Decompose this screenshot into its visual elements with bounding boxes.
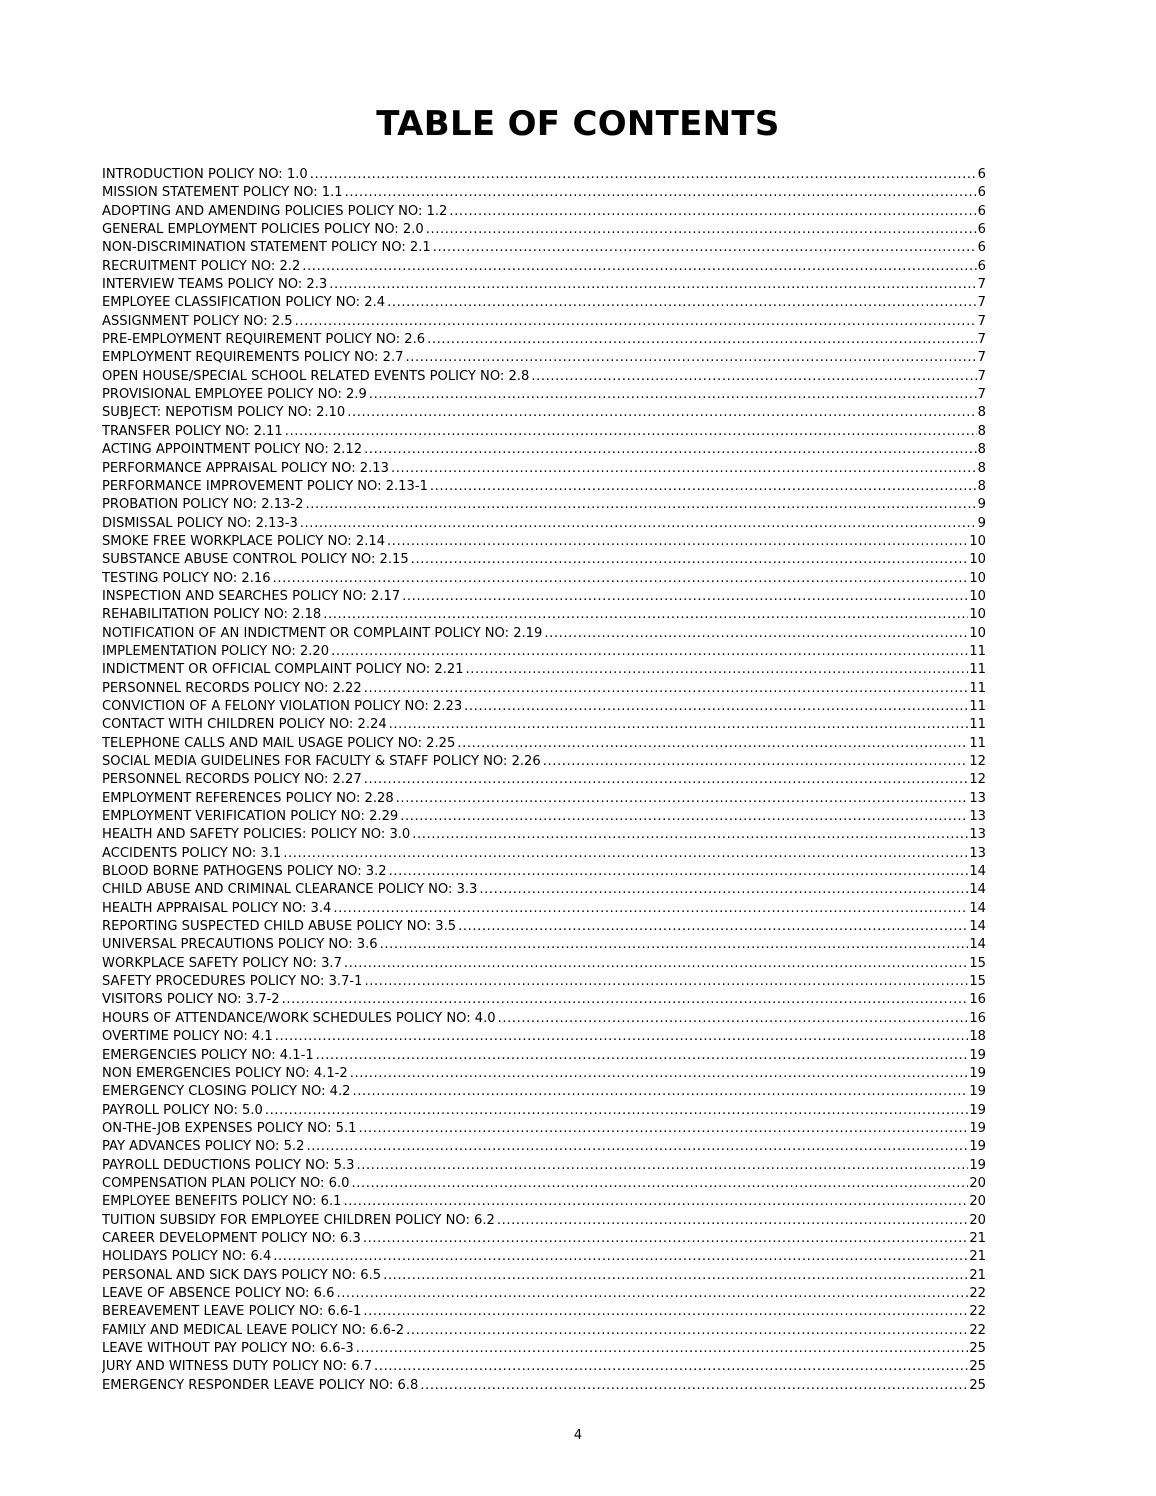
toc-entry-page: 11 xyxy=(969,717,986,733)
toc-entry[interactable] xyxy=(102,331,986,349)
toc-entry-title: EMPLOYMENT VERIFICATION POLICY NO: 2.29 xyxy=(102,809,399,825)
toc-entry-title: EMPLOYMENT REFERENCES POLICY NO: 2.28 xyxy=(102,790,394,806)
toc-entry-title: EMPLOYEE CLASSIFICATION POLICY NO: 2.4 xyxy=(102,295,386,311)
toc-entry-title: GENERAL EMPLOYMENT POLICIES POLICY NO: 2.0 xyxy=(102,222,424,238)
toc-entry[interactable] xyxy=(102,313,986,331)
toc-entry-title: DISMISSAL POLICY NO: 2.13-3 xyxy=(102,515,298,531)
toc-entry-title: PRE-EMPLOYMENT REQUIREMENT POLICY NO: 2.6 xyxy=(102,332,426,348)
toc-entry-page: 21 xyxy=(969,1249,986,1265)
toc-dot-leader xyxy=(345,184,977,202)
toc-dot-leader xyxy=(310,166,977,184)
toc-entry[interactable] xyxy=(102,1157,986,1175)
toc-entry-page: 19 xyxy=(969,1047,986,1063)
toc-entry[interactable] xyxy=(102,588,986,606)
toc-dot-leader xyxy=(387,294,977,312)
toc-dot-leader xyxy=(333,900,968,918)
toc-entry[interactable] xyxy=(102,349,986,367)
toc-entry-page: 21 xyxy=(969,1267,986,1283)
toc-entry-page: 14 xyxy=(969,864,986,880)
toc-entry-page: 8 xyxy=(977,423,986,439)
toc-entry-title: VISITORS POLICY NO: 3.7-2 xyxy=(102,992,280,1008)
toc-entry-page: 10 xyxy=(969,607,986,623)
toc-entry-title: HEALTH APPRAISAL POLICY NO: 3.4 xyxy=(102,900,332,916)
toc-entry-title: CHILD ABUSE AND CRIMINAL CLEARANCE POLICY NO: 3.3 xyxy=(102,882,478,898)
toc-dot-leader xyxy=(449,203,976,221)
toc-entry-title: SMOKE FREE WORKPLACE POLICY NO: 2.14 xyxy=(102,533,386,549)
toc-entry-page: 19 xyxy=(969,1065,986,1081)
toc-entry[interactable] xyxy=(102,1175,986,1193)
toc-dot-leader xyxy=(363,1303,968,1321)
toc-entry-page: 13 xyxy=(969,827,986,843)
toc-entry[interactable] xyxy=(102,441,986,459)
toc-dot-leader xyxy=(316,1047,969,1065)
toc-entry-title: HOLIDAYS POLICY NO: 6.4 xyxy=(102,1249,272,1265)
toc-entry[interactable] xyxy=(102,1267,986,1285)
toc-entry[interactable] xyxy=(102,1358,986,1376)
toc-entry[interactable] xyxy=(102,496,986,514)
toc-entry[interactable] xyxy=(102,258,986,276)
toc-entry[interactable] xyxy=(102,166,986,184)
toc-entry-title: INTERVIEW TEAMS POLICY NO: 2.3 xyxy=(102,277,328,293)
toc-entry-page: 20 xyxy=(969,1175,986,1191)
toc-entry-title: ON-THE-JOB EXPENSES POLICY NO: 5.1 xyxy=(102,1120,357,1136)
toc-entry-page: 15 xyxy=(969,974,986,990)
toc-dot-leader xyxy=(427,331,977,349)
toc-dot-leader xyxy=(391,460,977,478)
toc-entry-title: PAY ADVANCES POLICY NO: 5.2 xyxy=(102,1139,305,1155)
toc-entry-page: 7 xyxy=(977,295,986,311)
toc-dot-leader xyxy=(273,1248,968,1266)
toc-entry-title: PERFORMANCE IMPROVEMENT POLICY NO: 2.13-1 xyxy=(102,478,428,494)
toc-dot-leader xyxy=(363,1230,968,1248)
toc-entry-page: 8 xyxy=(977,478,986,494)
toc-dot-leader xyxy=(302,258,976,276)
toc-entry[interactable] xyxy=(102,790,986,808)
toc-dot-leader xyxy=(389,863,969,881)
toc-entry-page: 19 xyxy=(969,1139,986,1155)
toc-entry-page: 10 xyxy=(969,552,986,568)
toc-entry[interactable] xyxy=(102,698,986,716)
toc-entry-page: 25 xyxy=(969,1377,986,1393)
toc-entry[interactable] xyxy=(102,221,986,239)
toc-entry-page: 20 xyxy=(969,1212,986,1228)
toc-entry-title: TUITION SUBSIDY FOR EMPLOYEE CHILDREN POLICY NO: 6.2 xyxy=(102,1212,495,1228)
toc-entry-page: 11 xyxy=(969,662,986,678)
toc-entry[interactable] xyxy=(102,1120,986,1138)
toc-entry[interactable] xyxy=(102,184,986,202)
toc-entry-title: INDICTMENT OR OFFICIAL COMPLAINT POLICY NO: 2.21 xyxy=(102,662,464,678)
toc-dot-leader xyxy=(344,955,968,973)
toc-entry[interactable] xyxy=(102,1138,986,1156)
toc-entry-page: 19 xyxy=(969,1157,986,1173)
toc-entry-title: SOCIAL MEDIA GUIDELINES FOR FACULTY & STAFF POLICY NO: 2.26 xyxy=(102,754,541,769)
toc-dot-leader xyxy=(433,239,977,257)
toc-dot-leader xyxy=(412,826,968,844)
toc-entry-title: FAMILY AND MEDICAL LEAVE POLICY NO: 6.6-2 xyxy=(102,1322,405,1338)
toc-entry-title: WORKPLACE SAFETY POLICY NO: 3.7 xyxy=(102,955,342,971)
toc-dot-leader xyxy=(358,1120,968,1138)
toc-entry-page: 8 xyxy=(977,442,986,458)
toc-entry-page: 11 xyxy=(969,643,986,659)
toc-entry[interactable] xyxy=(102,1193,986,1211)
toc-entry[interactable] xyxy=(102,1248,986,1266)
toc-entry-title: PERSONNEL RECORDS POLICY NO: 2.22 xyxy=(102,680,362,696)
toc-entry[interactable] xyxy=(102,423,986,441)
toc-entry-page: 7 xyxy=(977,332,986,348)
toc-entry-page: 19 xyxy=(969,1120,986,1136)
toc-entry-title: PERSONNEL RECORDS POLICY NO: 2.27 xyxy=(102,772,362,788)
toc-entry-title: REPORTING SUSPECTED CHILD ABUSE POLICY NO: 3.5 xyxy=(102,919,457,935)
toc-dot-leader xyxy=(387,533,968,551)
toc-entry-page: 7 xyxy=(977,387,986,403)
toc-entry[interactable] xyxy=(102,515,986,533)
toc-dot-leader xyxy=(405,349,976,367)
toc-entry-page: 6 xyxy=(977,185,986,201)
toc-dot-leader xyxy=(323,606,968,624)
toc-entry-title: ACTING APPOINTMENT POLICY NO: 2.12 xyxy=(102,442,363,458)
toc-entry[interactable] xyxy=(102,881,986,899)
toc-entry-page: 14 xyxy=(969,882,986,898)
toc-entry-title: EMERGENCY RESPONDER LEAVE POLICY NO: 6.8 xyxy=(102,1377,419,1393)
toc-entry-title: ADOPTING AND AMENDING POLICIES POLICY NO: 1.2 xyxy=(102,203,448,219)
toc-entry[interactable] xyxy=(102,1377,986,1395)
toc-entry[interactable] xyxy=(102,460,986,478)
toc-dot-leader xyxy=(347,404,976,422)
toc-entry[interactable] xyxy=(102,863,986,881)
toc-dot-leader xyxy=(420,1377,968,1395)
toc-entry[interactable] xyxy=(102,606,986,624)
toc-entry-title: HEALTH AND SAFETY POLICIES: POLICY NO: 3.0 xyxy=(102,827,411,843)
toc-dot-leader xyxy=(458,918,968,936)
toc-dot-leader xyxy=(369,386,977,404)
toc-entry[interactable] xyxy=(102,1230,986,1248)
toc-entry-title: REHABILITATION POLICY NO: 2.18 xyxy=(102,607,322,623)
toc-entry-title: OVERTIME POLICY NO: 4.1 xyxy=(102,1029,273,1045)
toc-entry-title: IMPLEMENTATION POLICY NO: 2.20 xyxy=(102,643,330,659)
toc-dot-leader xyxy=(305,496,976,514)
toc-entry[interactable] xyxy=(102,753,986,771)
toc-entry-page: 6 xyxy=(977,203,986,219)
toc-dot-leader xyxy=(411,551,969,569)
toc-entry-page: 13 xyxy=(969,845,986,861)
toc-entry-title: EMERGENCIES POLICY NO: 4.1-1 xyxy=(102,1047,314,1063)
toc-entry-page: 22 xyxy=(969,1304,986,1320)
toc-dot-leader xyxy=(457,735,968,753)
toc-entry-page: 10 xyxy=(969,625,986,641)
toc-entry-title: PROBATION POLICY NO: 2.13-2 xyxy=(102,497,304,513)
toc-entry-title: SUBJECT: NEPOTISM POLICY NO: 2.10 xyxy=(102,405,346,421)
toc-dot-leader xyxy=(364,680,969,698)
toc-dot-leader xyxy=(300,515,977,533)
toc-entry-page: 21 xyxy=(969,1230,986,1246)
toc-entry-title: INSPECTION AND SEARCHES POLICY NO: 2.17 xyxy=(102,588,401,604)
toc-entry-title: NON-DISCRIMINATION STATEMENT POLICY NO: 2.1 xyxy=(102,240,431,256)
toc-dot-leader xyxy=(479,881,968,899)
toc-entry-page: 6 xyxy=(977,240,986,256)
toc-dot-leader xyxy=(374,1358,968,1376)
toc-entry-title: CAREER DEVELOPMENT POLICY NO: 6.3 xyxy=(102,1230,361,1246)
toc-dot-leader xyxy=(383,1267,968,1285)
toc-entry-title: BEREAVEMENT LEAVE POLICY NO: 6.6-1 xyxy=(102,1304,362,1320)
toc-dot-leader xyxy=(336,1285,968,1303)
toc-entry[interactable] xyxy=(102,808,986,826)
toc-entry-page: 15 xyxy=(969,955,986,971)
toc-entry-page: 12 xyxy=(969,754,986,769)
toc-entry[interactable] xyxy=(102,643,986,661)
toc-dot-leader xyxy=(306,1138,968,1156)
toc-entry-page: 19 xyxy=(969,1102,986,1118)
toc-dot-leader xyxy=(396,790,969,808)
toc-entry[interactable] xyxy=(102,991,986,1009)
toc-entry-title: PAYROLL POLICY NO: 5.0 xyxy=(102,1102,263,1118)
toc-dot-leader xyxy=(352,1083,968,1101)
toc-entry[interactable] xyxy=(102,1303,986,1321)
toc-entry-title: MISSION STATEMENT POLICY NO: 1.1 xyxy=(102,185,343,201)
toc-entry[interactable] xyxy=(102,973,986,991)
toc-entry[interactable] xyxy=(102,1322,986,1340)
toc-entry-page: 14 xyxy=(969,919,986,935)
toc-entry[interactable] xyxy=(102,203,986,221)
toc-dot-leader xyxy=(351,1175,968,1193)
toc-entry-page: 9 xyxy=(977,497,986,513)
toc-entry[interactable] xyxy=(102,1028,986,1046)
toc-entry-page: 13 xyxy=(969,790,986,806)
toc-entry-title: CONTACT WITH CHILDREN POLICY NO: 2.24 xyxy=(102,717,387,733)
toc-entry[interactable] xyxy=(102,1010,986,1028)
toc-dot-leader xyxy=(343,1193,968,1211)
toc-entry[interactable] xyxy=(102,478,986,496)
toc-entry-title: COMPENSATION PLAN POLICY NO: 6.0 xyxy=(102,1175,350,1191)
toc-entry-title: INTRODUCTION POLICY NO: 1.0 xyxy=(102,167,308,182)
toc-dot-leader xyxy=(531,368,976,386)
toc-dot-leader xyxy=(329,276,976,294)
toc-entry-page: 22 xyxy=(969,1322,986,1338)
toc-entry-page: 19 xyxy=(969,1084,986,1100)
toc-entry-page: 11 xyxy=(969,680,986,696)
toc-entry[interactable] xyxy=(102,771,986,789)
toc-entry-page: 25 xyxy=(969,1359,986,1375)
toc-entry-title: TRANSFER POLICY NO: 2.11 xyxy=(102,423,283,439)
toc-entry-title: TESTING POLICY NO: 2.16 xyxy=(102,570,271,586)
toc-entry-page: 7 xyxy=(977,313,986,329)
toc-entry[interactable] xyxy=(102,1047,986,1065)
toc-entry[interactable] xyxy=(102,625,986,643)
toc-entry[interactable] xyxy=(102,404,986,422)
toc-entry-title: SUBSTANCE ABUSE CONTROL POLICY NO: 2.15 xyxy=(102,552,409,568)
toc-entry-title: RECRUITMENT POLICY NO: 2.2 xyxy=(102,258,301,274)
toc-entry[interactable] xyxy=(102,1065,986,1083)
toc-entry[interactable] xyxy=(102,900,986,918)
toc-entry-title: EMPLOYMENT REQUIREMENTS POLICY NO: 2.7 xyxy=(102,350,404,366)
toc-entry-page: 14 xyxy=(969,900,986,916)
toc-entry-title: BLOOD BORNE PATHOGENS POLICY NO: 3.2 xyxy=(102,864,387,880)
toc-entry-title: CONVICTION OF A FELONY VIOLATION POLICY NO: 2.23 xyxy=(102,698,463,714)
toc-entry[interactable] xyxy=(102,661,986,679)
toc-entry-page: 16 xyxy=(969,1010,986,1026)
toc-dot-leader xyxy=(466,661,969,679)
toc-entry[interactable] xyxy=(102,386,986,404)
toc-entry[interactable] xyxy=(102,955,986,973)
toc-entry[interactable] xyxy=(102,294,986,312)
toc-dot-leader xyxy=(400,808,968,826)
toc-entry-title: HOURS OF ATTENDANCE/WORK SCHEDULES POLICY NO: 4.0 xyxy=(102,1010,496,1026)
toc-dot-leader xyxy=(406,1322,968,1340)
toc-entry[interactable] xyxy=(102,533,986,551)
toc-dot-leader xyxy=(282,991,969,1009)
toc-dot-leader xyxy=(275,1028,969,1046)
toc-entry-page: 12 xyxy=(969,772,986,788)
toc-entry[interactable] xyxy=(102,735,986,753)
page-title: TABLE OF CONTENTS xyxy=(376,104,780,144)
toc-entry[interactable] xyxy=(102,1285,986,1303)
toc-entry-title: LEAVE WITHOUT PAY POLICY NO: 6.6-3 xyxy=(102,1341,354,1356)
toc-dot-leader xyxy=(497,1212,968,1230)
toc-dot-leader xyxy=(380,936,969,954)
toc-entry-title: OPEN HOUSE/SPECIAL SCHOOL RELATED EVENTS POLICY NO: 2.8 xyxy=(102,368,530,384)
toc-dot-leader xyxy=(265,1102,968,1120)
toc-dot-leader xyxy=(364,441,977,459)
toc-entry-page: 10 xyxy=(969,588,986,604)
toc-entry-page: 7 xyxy=(977,368,986,384)
toc-entry-title: ASSIGNMENT POLICY NO: 2.5 xyxy=(102,313,293,329)
toc-entry[interactable] xyxy=(102,680,986,698)
toc-entry[interactable] xyxy=(102,368,986,386)
toc-entry-title: UNIVERSAL PRECAUTIONS POLICY NO: 3.6 xyxy=(102,937,378,953)
toc-dot-leader xyxy=(356,1340,969,1358)
toc-list xyxy=(102,166,986,1395)
toc-dot-leader xyxy=(331,643,968,661)
toc-entry-page: 22 xyxy=(969,1285,986,1301)
toc-dot-leader xyxy=(283,845,968,863)
toc-entry-page: 6 xyxy=(977,258,986,274)
toc-entry[interactable] xyxy=(102,1083,986,1101)
page-number: 4 xyxy=(573,1428,583,1443)
toc-entry-title: NON EMERGENCIES POLICY NO: 4.1-2 xyxy=(102,1065,348,1081)
toc-entry-page: 14 xyxy=(969,937,986,953)
toc-entry[interactable] xyxy=(102,276,986,294)
toc-entry-title: PROVISIONAL EMPLOYEE POLICY NO: 2.9 xyxy=(102,387,367,403)
toc-entry-page: 8 xyxy=(977,405,986,421)
toc-dot-leader xyxy=(389,716,969,734)
toc-entry[interactable] xyxy=(102,716,986,734)
toc-dot-leader xyxy=(402,588,968,606)
toc-dot-leader xyxy=(356,1157,968,1175)
toc-entry-title: TELEPHONE CALLS AND MAIL USAGE POLICY NO: 2.25 xyxy=(102,735,456,751)
toc-entry-page: 9 xyxy=(977,515,986,531)
toc-entry[interactable] xyxy=(102,826,986,844)
toc-dot-leader xyxy=(464,698,968,716)
toc-entry-title: JURY AND WITNESS DUTY POLICY NO: 6.7 xyxy=(102,1359,373,1375)
toc-entry-page: 6 xyxy=(977,222,986,238)
toc-entry[interactable] xyxy=(102,918,986,936)
toc-entry-page: 20 xyxy=(969,1194,986,1210)
toc-dot-leader xyxy=(544,625,968,643)
toc-entry-title: EMERGENCY CLOSING POLICY NO: 4.2 xyxy=(102,1084,351,1100)
toc-entry[interactable] xyxy=(102,845,986,863)
toc-entry-page: 8 xyxy=(977,460,986,476)
toc-entry-page: 11 xyxy=(969,735,986,751)
toc-dot-leader xyxy=(543,753,969,771)
toc-entry-page: 16 xyxy=(969,992,986,1008)
toc-dot-leader xyxy=(295,313,977,331)
toc-entry-page: 25 xyxy=(969,1341,986,1356)
toc-entry-title: ACCIDENTS POLICY NO: 3.1 xyxy=(102,845,282,861)
toc-dot-leader xyxy=(498,1010,969,1028)
toc-dot-leader xyxy=(426,221,977,239)
toc-entry-title: NOTIFICATION OF AN INDICTMENT OR COMPLAINT POLICY NO: 2.19 xyxy=(102,625,543,641)
toc-entry-page: 7 xyxy=(977,350,986,366)
toc-entry-title: PERSONAL AND SICK DAYS POLICY NO: 6.5 xyxy=(102,1267,382,1283)
toc-entry[interactable] xyxy=(102,1340,986,1358)
toc-entry[interactable] xyxy=(102,239,986,257)
toc-entry-page: 7 xyxy=(977,277,986,293)
toc-entry-title: PERFORMANCE APPRAISAL POLICY NO: 2.13 xyxy=(102,460,389,476)
toc-entry[interactable] xyxy=(102,936,986,954)
toc-entry-page: 10 xyxy=(969,533,986,549)
toc-entry-title: SAFETY PROCEDURES POLICY NO: 3.7-1 xyxy=(102,974,363,990)
toc-dot-leader xyxy=(273,570,969,588)
toc-entry-page: 13 xyxy=(969,809,986,825)
toc-entry[interactable] xyxy=(102,551,986,569)
toc-entry[interactable] xyxy=(102,570,986,588)
toc-dot-leader xyxy=(430,478,977,496)
toc-entry-title: EMPLOYEE BENEFITS POLICY NO: 6.1 xyxy=(102,1194,342,1210)
toc-dot-leader xyxy=(364,771,969,789)
toc-entry-title: LEAVE OF ABSENCE POLICY NO: 6.6 xyxy=(102,1285,335,1301)
toc-dot-leader xyxy=(364,973,968,991)
toc-dot-leader xyxy=(350,1065,969,1083)
toc-dot-leader xyxy=(285,423,977,441)
toc-entry[interactable] xyxy=(102,1212,986,1230)
toc-entry-page: 10 xyxy=(969,570,986,586)
toc-entry-page: 6 xyxy=(977,167,986,182)
toc-entry-title: PAYROLL DEDUCTIONS POLICY NO: 5.3 xyxy=(102,1157,355,1173)
toc-entry[interactable] xyxy=(102,1102,986,1120)
toc-entry-page: 11 xyxy=(969,698,986,714)
toc-entry-page: 18 xyxy=(969,1029,986,1045)
